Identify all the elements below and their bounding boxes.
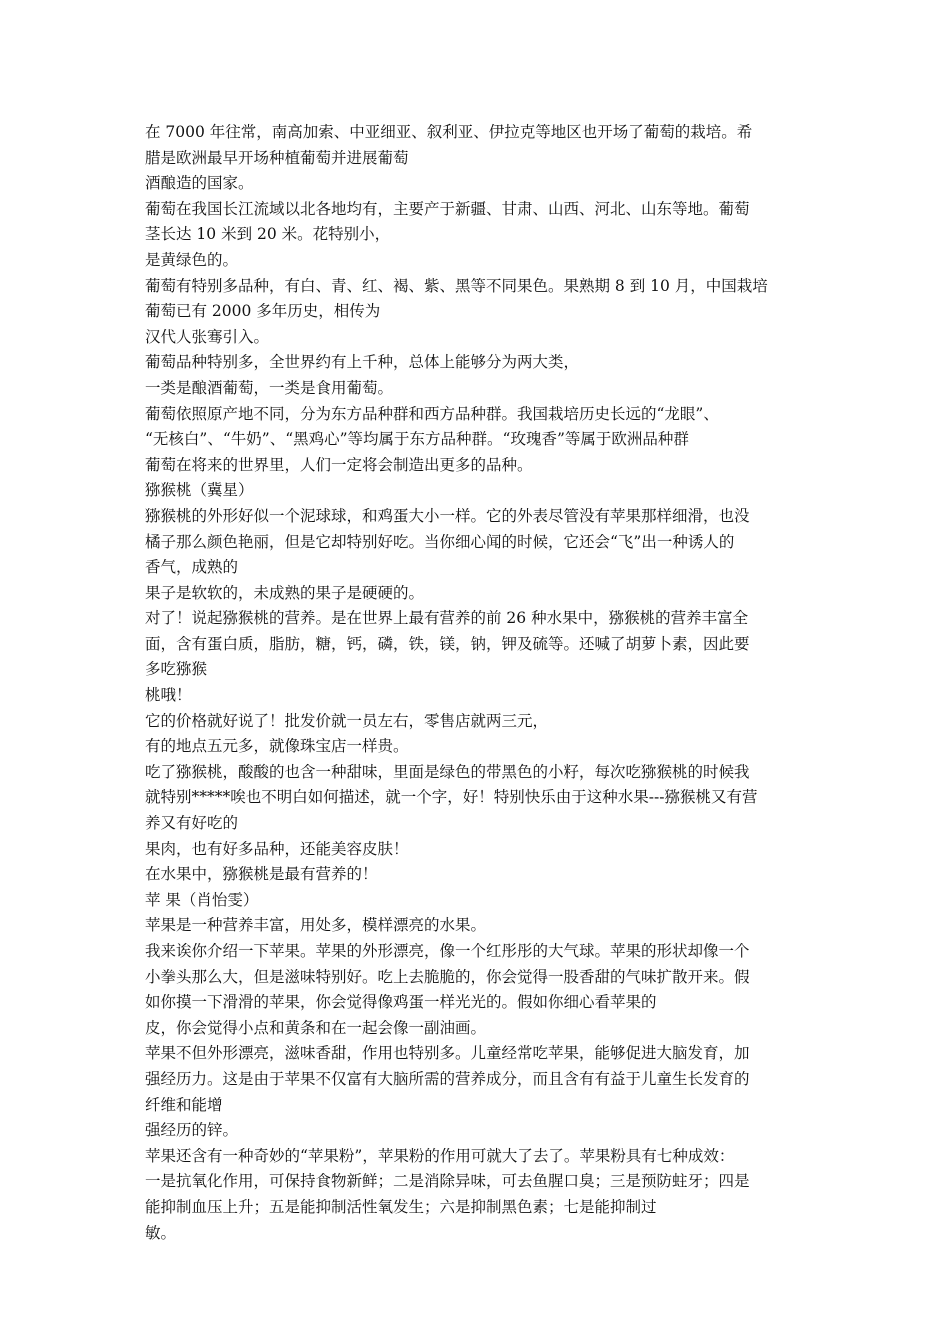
text-line: 如你摸一下滑滑的苹果，你会觉得像鸡蛋一样光光的。假如你细心看苹果的 <box>145 993 657 1012</box>
text-line: 我来诶你介绍一下苹果。苹果的外形漂亮，像一个红彤彤的大气球。苹果的形状却像一个 <box>145 942 750 960</box>
text-line: 就特别*****唉也不明白如何描述，就一个字，好！特别快乐由于这种水果---猕猴桃又有营 <box>145 788 758 807</box>
text-line: 在水果中，猕猴桃是最有营养的！ <box>145 865 378 884</box>
document-body <box>145 120 813 1246</box>
text-line: 一是抗氧化作用，可保持食物新鲜；二是消除异味，可去鱼腥口臭；三是预防蛀牙；四是 <box>145 1172 750 1191</box>
text-line: 有的地点五元多，就像珠宝店一样贵。 <box>145 737 409 756</box>
text-line: 果子是软软的，未成熟的果子是硬硬的。 <box>145 583 425 602</box>
text-line: “无核白”、“牛奶”、“黑鸡心”等均属于东方品种群。“玫瑰香”等属于欧洲品种群 <box>145 430 689 449</box>
text-line: 它的价格就好说了！批发价就一员左右，零售店就两三元， <box>145 711 549 730</box>
text-line: 强经历的锌。 <box>145 1121 239 1140</box>
text-line: 桃哦！ <box>145 686 192 705</box>
text-line: 苹果还含有一种奇妙的“苹果粉”，苹果粉的作用可就大了去了。苹果粉具有七种成效： <box>145 1146 735 1165</box>
text-line: 葡萄在将来的世界里，人们一定将会制造出更多的品种。 <box>145 455 533 474</box>
text-line: 在 7000 年往常，南高加索、中亚细亚、叙利亚、伊拉克等地区也开场了葡萄的栽培。希 <box>145 123 753 141</box>
text-line: 面，含有蛋白质，脂肪，糖，钙，磷，铁，镁，钠，钾及硫等。还喊了胡萝卜素，因此要 <box>145 634 750 653</box>
text-line: 吃了猕猴桃，酸酸的也含一种甜味，里面是绿色的带黑色的小籽，每次吃猕猴桃的时候我 <box>145 762 750 781</box>
text-line: 橘子那么颜色艳丽，但是它却特别好吃。当你细心闻的时候，它还会“飞”出一种诱人的 <box>145 532 735 551</box>
text-line: 苹 果（肖怡雯） <box>145 890 259 909</box>
text-line: 是黄绿色的。 <box>145 250 239 269</box>
text-line: 葡萄在我国长江流域以北各地均有，主要产于新疆、甘肃、山西、河北、山东等地。葡萄 <box>145 199 750 218</box>
text-line: 香气，成熟的 <box>145 558 239 577</box>
text-line: 葡萄品种特别多，全世界约有上千种，总体上能够分为两大类， <box>145 353 580 372</box>
text-line: 小拳头那么大，但是滋味特别好。吃上去脆脆的，你会觉得一股香甜的气味扩散开来。假 <box>145 967 750 986</box>
text-line: 能抑制血压上升；五是能抑制活性氧发生；六是抑制黑色素；七是能抑制过 <box>145 1197 657 1216</box>
text-line: 敏。 <box>145 1223 177 1242</box>
text-line: 酒酿造的国家。 <box>145 174 254 193</box>
text-line: 葡萄已有 2000 多年历史，相传为 <box>145 302 381 321</box>
text-line: 茎长达 10 米到 20 米。花特别小， <box>145 225 391 244</box>
text-line: 多吃猕猴 <box>145 660 208 679</box>
text-line: 皮，你会觉得小点和黄条和在一起会像一副油画。 <box>145 1018 487 1037</box>
text-line: 对了！说起猕猴桃的营养。是在世界上最有营养的前 26 种水果中，猕猴桃的营养丰富全 <box>145 609 749 628</box>
text-line: 养又有好吃的 <box>145 814 239 833</box>
text-line: 苹果是一种营养丰富，用处多，模样漂亮的水果。 <box>145 916 487 935</box>
text-line: 纤维和能增 <box>145 1095 223 1114</box>
text-line: 强经历力。这是由于苹果不仅富有大脑所需的营养成分，而且含有有益于儿童生长发育的 <box>145 1069 750 1088</box>
text-line: 葡萄有特别多品种，有白、青、红、褐、紫、黑等不同果色。果熟期 8 到 10 月，中国栽培 <box>145 276 768 295</box>
text-line: 猕猴桃（冀星） <box>145 481 254 500</box>
text-line: 果肉，也有好多品种，还能美容皮肤！ <box>145 839 409 858</box>
text-line: 猕猴桃的外形好似一个泥球球，和鸡蛋大小一样。它的外表尽管没有苹果那样细滑，也没 <box>145 506 750 525</box>
text-line: 腊是欧洲最早开场种植葡萄并进展葡萄 <box>145 148 409 167</box>
text-line: 葡萄依照原产地不同，分为东方品种群和西方品种群。我国栽培历史长远的“龙眼”、 <box>145 404 719 423</box>
text-line: 一类是酿酒葡萄，一类是食用葡萄。 <box>145 378 394 397</box>
text-line: 苹果不但外形漂亮，滋味香甜，作用也特别多。儿童经常吃苹果，能够促进大脑发育，加 <box>145 1044 750 1063</box>
text-line: 汉代人张骞引入。 <box>145 327 270 346</box>
